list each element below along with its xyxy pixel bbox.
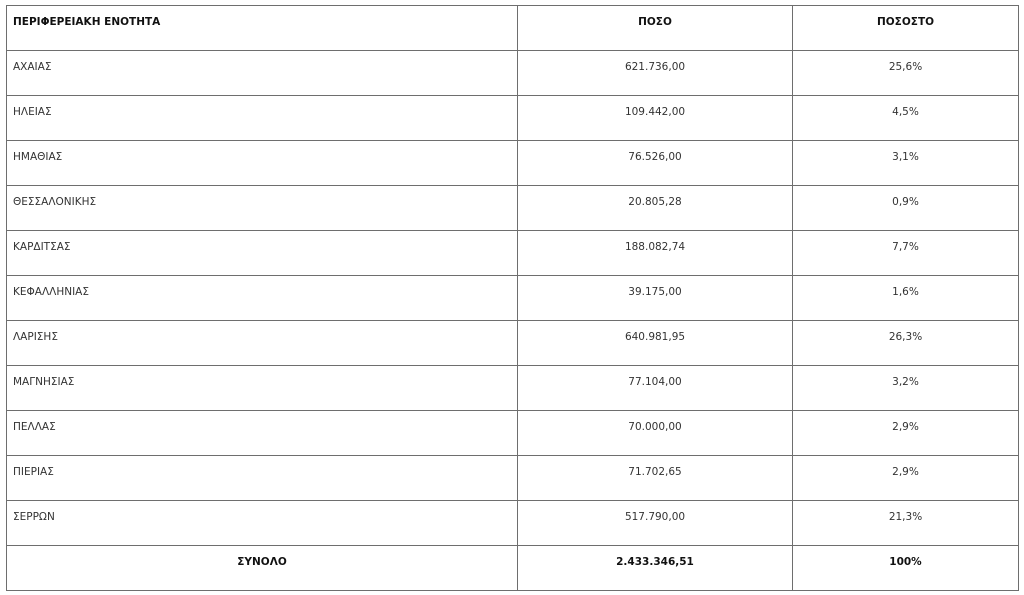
cell-amount: 71.702,65 — [518, 456, 793, 501]
cell-amount: 640.981,95 — [518, 321, 793, 366]
cell-percent: 1,6% — [793, 276, 1019, 321]
cell-region: ΣΕΡΡΩΝ — [7, 501, 518, 546]
cell-region: ΜΑΓΝΗΣΙΑΣ — [7, 366, 518, 411]
table-row — [7, 141, 1019, 186]
header-percent: ΠΟΣΟΣΤΟ — [793, 6, 1019, 51]
cell-percent: 3,2% — [793, 366, 1019, 411]
cell-percent: 0,9% — [793, 186, 1019, 231]
cell-percent: 3,1% — [793, 141, 1019, 186]
table-row — [7, 366, 1019, 411]
cell-amount: 77.104,00 — [518, 366, 793, 411]
cell-region: ΠΕΛΛΑΣ — [7, 411, 518, 456]
cell-amount: 188.082,74 — [518, 231, 793, 276]
table-row — [7, 231, 1019, 276]
total-row — [7, 546, 1019, 591]
cell-region: ΚΑΡΔΙΤΣΑΣ — [7, 231, 518, 276]
cell-percent: 2,9% — [793, 411, 1019, 456]
cell-percent: 21,3% — [793, 501, 1019, 546]
header-region: ΠΕΡΙΦΕΡΕΙΑΚΗ ΕΝΟΤΗΤΑ — [7, 6, 518, 51]
cell-amount: 517.790,00 — [518, 501, 793, 546]
cell-amount: 20.805,28 — [518, 186, 793, 231]
cell-amount: 70.000,00 — [518, 411, 793, 456]
cell-percent: 2,9% — [793, 456, 1019, 501]
cell-region: ΗΜΑΘΙΑΣ — [7, 141, 518, 186]
cell-percent: 25,6% — [793, 51, 1019, 96]
cell-amount: 76.526,00 — [518, 141, 793, 186]
table-header-row — [7, 6, 1019, 51]
cell-percent: 7,7% — [793, 231, 1019, 276]
table-row — [7, 321, 1019, 366]
table-row — [7, 411, 1019, 456]
cell-region: ΚΕΦΑΛΛΗΝΙΑΣ — [7, 276, 518, 321]
cell-region: ΑΧΑΙΑΣ — [7, 51, 518, 96]
cell-percent: 4,5% — [793, 96, 1019, 141]
cell-percent: 26,3% — [793, 321, 1019, 366]
cell-region: ΘΕΣΣΑΛΟΝΙΚΗΣ — [7, 186, 518, 231]
cell-region: ΠΙΕΡΙΑΣ — [7, 456, 518, 501]
total-label: ΣΥΝΟΛΟ — [7, 546, 518, 591]
cell-region: ΗΛΕΙΑΣ — [7, 96, 518, 141]
funding-table-container — [6, 5, 1019, 591]
cell-amount: 39.175,00 — [518, 276, 793, 321]
table-row — [7, 96, 1019, 141]
funding-table — [6, 5, 1019, 591]
total-amount: 2.433.346,51 — [518, 546, 793, 591]
cell-amount: 109.442,00 — [518, 96, 793, 141]
table-row — [7, 501, 1019, 546]
header-amount: ΠΟΣΟ — [518, 6, 793, 51]
table-row — [7, 51, 1019, 96]
table-row — [7, 456, 1019, 501]
table-row — [7, 276, 1019, 321]
total-percent: 100% — [793, 546, 1019, 591]
table-row — [7, 186, 1019, 231]
cell-region: ΛΑΡΙΣΗΣ — [7, 321, 518, 366]
cell-amount: 621.736,00 — [518, 51, 793, 96]
